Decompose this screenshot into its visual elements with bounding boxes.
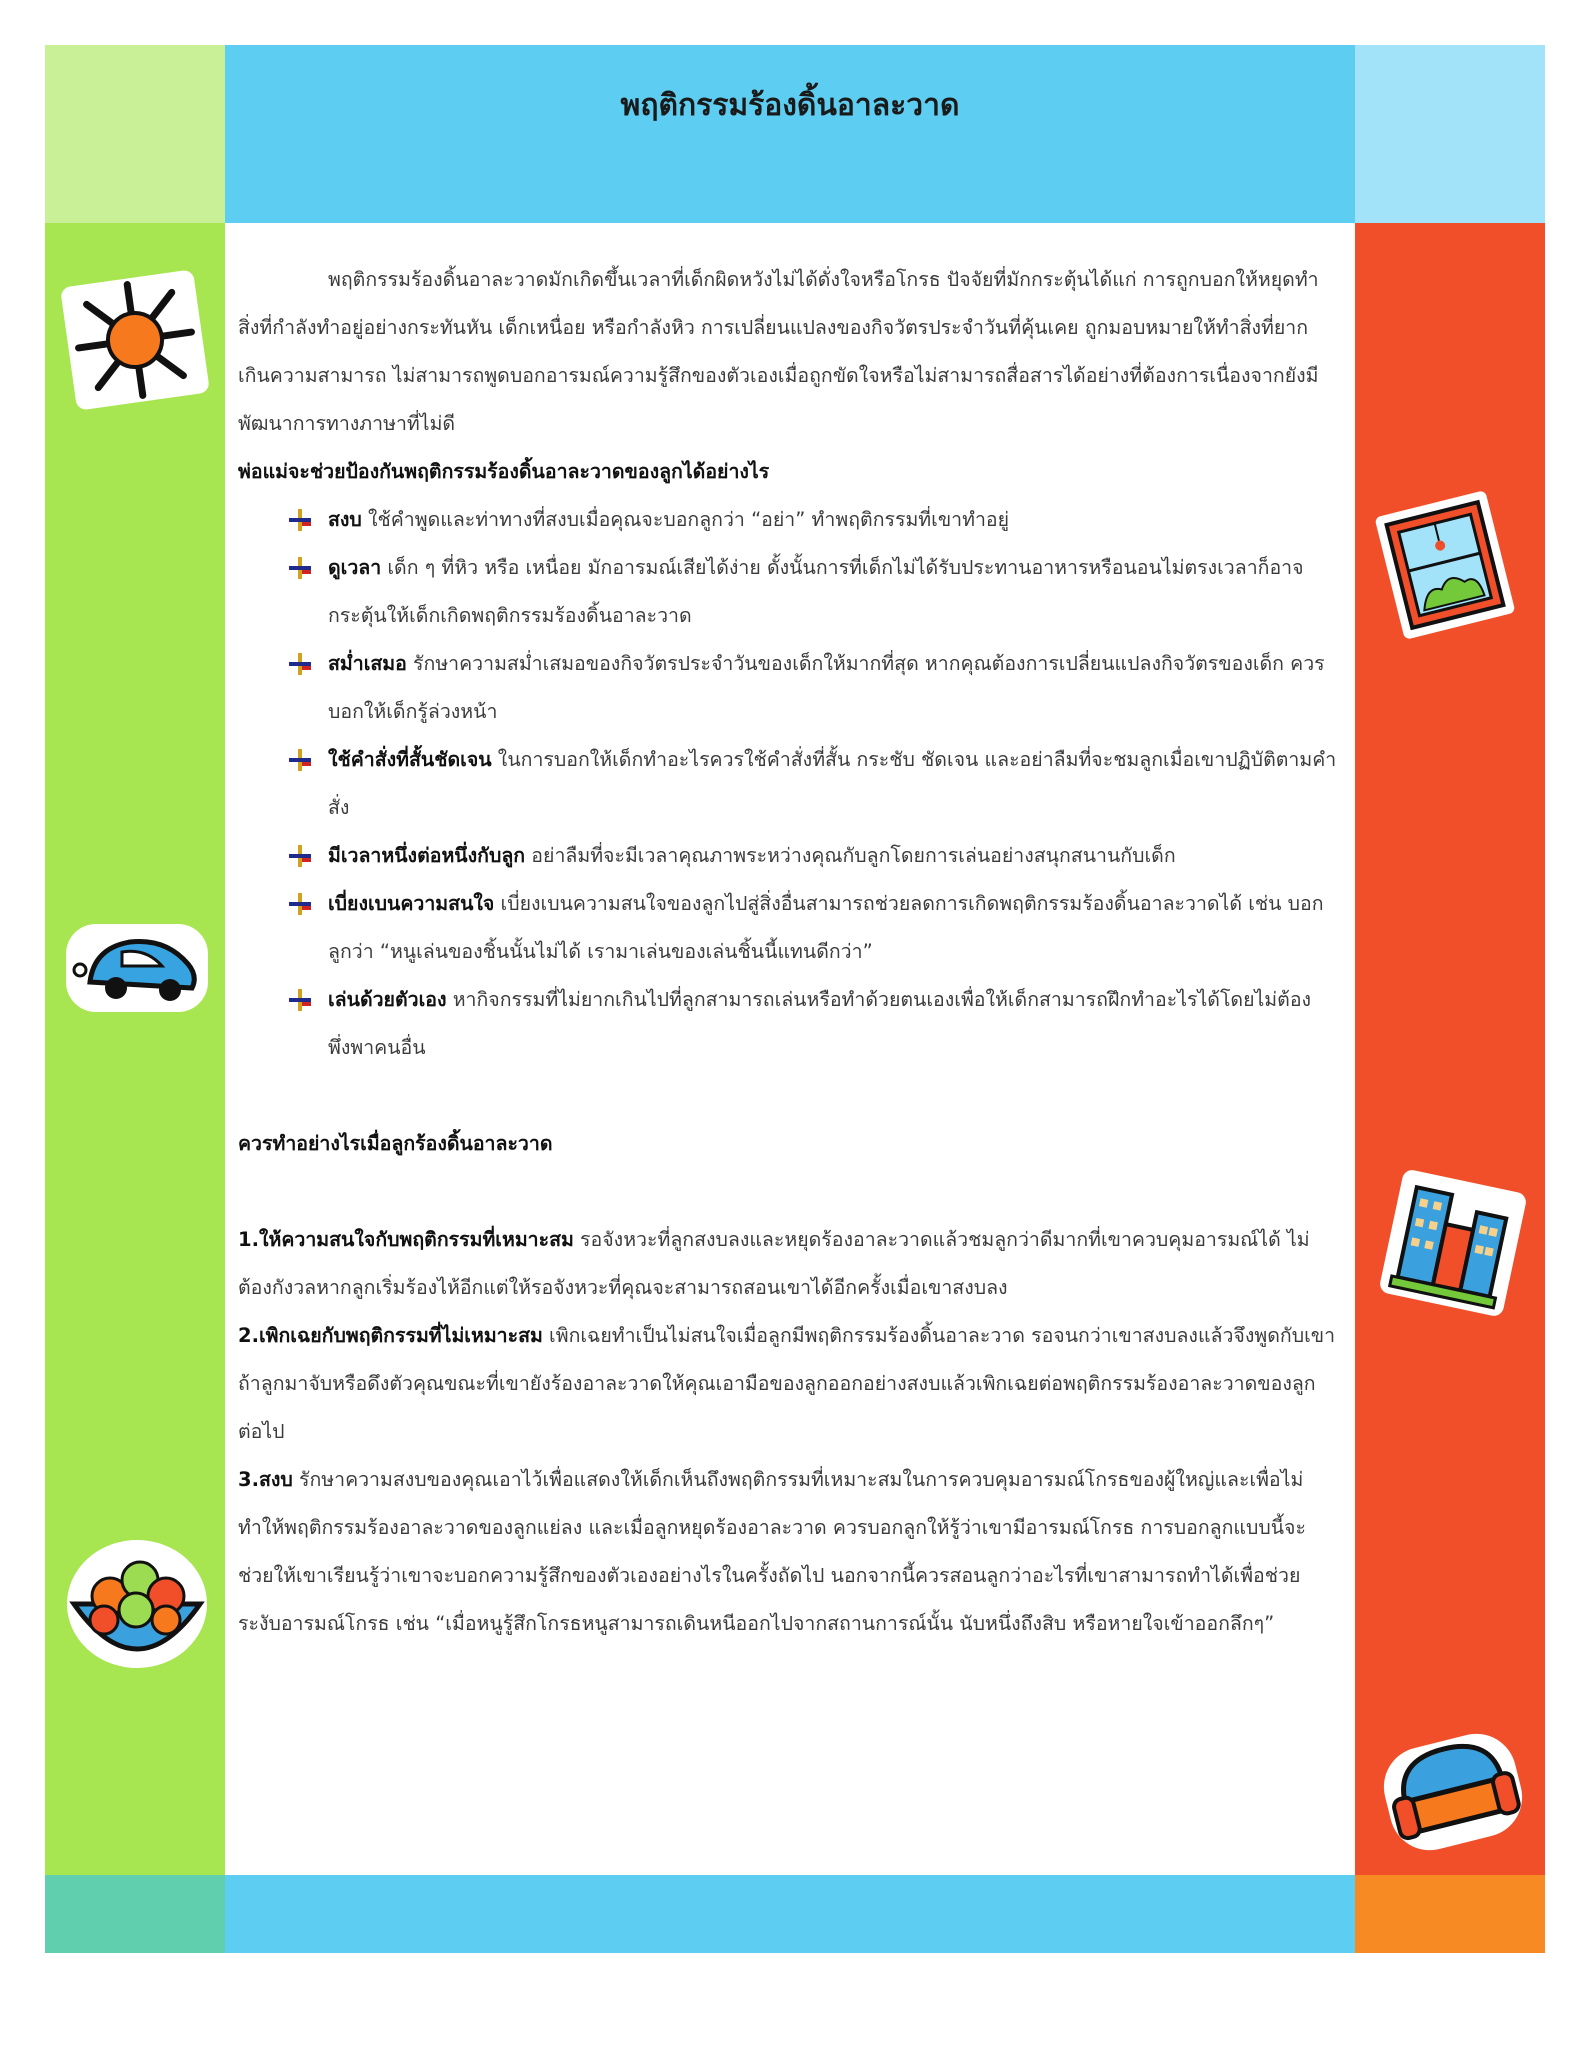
list-item	[288, 976, 1338, 1072]
tip-text: ในการบอกให้เด็กทำอะไรควรใช้คำสั่งที่สั้น กระชับ ชัดเจน และอย่าลืมที่จะชมลูกเมื่อเขาปฏิบัติตามคำสั่ง	[328, 748, 1337, 819]
section-heading-response: ควรทำอย่างไรเมื่อลูกร้องดิ้นอาละวาด	[238, 1132, 553, 1155]
tip-term: สงบ	[328, 508, 362, 531]
list-item	[288, 640, 1338, 736]
tip-text: หากิจกรรมที่ไม่ยากเกินไปที่ลูกสามารถเล่นหรือทำด้วยตนเองเพื่อให้เด็กสามารถฝึกทำอะไรได้โดยไม่ต้องพึ่งพาคนอื่น	[328, 988, 1312, 1059]
tip-text: อย่าลืมที่จะมีเวลาคุณภาพระหว่างคุณกับลูกโดยการเล่นอย่างสนุกสนานกับเด็ก	[525, 844, 1176, 867]
step-text: รอจังหวะที่ลูกสงบลงและหยุดร้องอาละวาดแล้วชมลูกว่าดีมากที่เขาควบคุมอารมณ์ได้ ไม่ต้องกังวลหากลูกเริ่มร้องไห้อีกแต่ให้รอจังหวะที่คุณจะสามารถสอนเขาได้อีกครั้งเมื่อเขาสงบลง	[238, 1228, 1310, 1299]
list-item	[288, 736, 1338, 832]
step-paragraph	[238, 1456, 1338, 1648]
intro-paragraph: พฤติกรรมร้องดิ้นอาละวาดมักเกิดขึ้นเวลาที่เด็กผิดหวังไม่ได้ดั่งใจหรือโกรธ ปัจจัยที่มักกระตุ้นได้แก่ การถูกบอกให้หยุดทำสิ่งที่กำลังทำอยู่อย่างกระทันหัน เด็กเหนื่อย หรือกำลังหิว การเปลี่ยนแปลงของกิจวัตรประจำวันที่คุ้นเคย ถูกมอบหมายให้ทำสิ่งที่ยากเกินความสามารถ ไม่สามารถพูดบอกอารมณ์ความรู้สึกของตัวเองเมื่อถูกขัดใจหรือไม่สามารถสื่อสารได้อย่างที่ต้องการเนื่องจากยังมีพัฒนาการทางภาษาที่ไม่ดี	[238, 268, 1319, 435]
step-paragraph	[238, 1312, 1338, 1456]
window-picture-icon	[1370, 490, 1520, 640]
corner-top-left	[45, 45, 225, 223]
right-band	[1355, 223, 1545, 1875]
spacer	[238, 1072, 1338, 1120]
page-title: พฤติกรรมร้องดิ้นอาละวาด	[620, 88, 960, 123]
step-paragraph	[238, 1216, 1338, 1312]
prevention-tips-list	[238, 496, 1338, 1072]
tip-term: มีเวลาหนึ่งต่อหนึ่งกับลูก	[328, 844, 526, 867]
tip-text: ใช้คำพูดและท่าทางที่สงบเมื่อคุณจะบอกลูกว่า “อย่า” ทำพฤติกรรมที่เขาทำอยู่	[361, 508, 1010, 531]
plus-bullet-icon	[288, 988, 312, 1012]
content-area	[238, 256, 1338, 1648]
building-icon	[1378, 1168, 1528, 1318]
tip-term: สม่ำเสมอ	[328, 652, 407, 675]
toy-car-icon	[62, 918, 212, 1018]
list-item	[288, 880, 1338, 976]
plus-bullet-icon	[288, 652, 312, 676]
section-heading-prevention: พ่อแม่จะช่วยป้องกันพฤติกรรมร้องดิ้นอาละวาดของลูกได้อย่างไร	[238, 460, 770, 483]
step-text: รักษาความสงบของคุณเอาไว้เพื่อแสดงให้เด็กเห็นถึงพฤติกรรมที่เหมาะสมในการควบคุมอารมณ์โกรธของผู้ใหญ่และเพื่อไม่ทำให้พฤติกรรมร้องอาละวาดของลูกแย่ลง และเมื่อลูกหยุดร้องอาละวาด ควรบอกลูกให้รู้ว่าเขามีอารมณ์โกรธ การบอกลูกแบบนี้จะช่วยให้เขาเรียนรู้ว่าเขาจะบอกความรู้สึกของตัวเองอย่างไรในครั้งถัดไป นอกจากนี้ควรสอนลูกว่าอะไรที่เขาสามารถทำได้เพื่อช่วยระงับอารมณ์โกรธ เช่น “เมื่อหนูรู้สึกโกรธหนูสามารถเดินหนีออกไปจากสถานการณ์นั้น นับหนึ่งถึงสิบ หรือหายใจเข้าออกลึกๆ”	[238, 1468, 1306, 1635]
list-item	[288, 544, 1338, 640]
step-term: 3.สงบ	[238, 1468, 293, 1491]
tip-text: รักษาความสม่ำเสมอของกิจวัตรประจำวันของเด็กให้มากที่สุด หากคุณต้องการเปลี่ยนแปลงกิจวัตรของเด็ก ควรบอกให้เด็กรู้ล่วงหน้า	[328, 652, 1325, 723]
plus-bullet-icon	[288, 844, 312, 868]
corner-top-right	[1355, 45, 1545, 223]
sofa-icon	[1378, 1732, 1528, 1852]
fruit-bowl-icon	[62, 1532, 212, 1672]
plus-bullet-icon	[288, 892, 312, 916]
step-term: 2.เพิกเฉยกับพฤติกรรมที่ไม่เหมาะสม	[238, 1324, 543, 1347]
tip-term: เล่นด้วยตัวเอง	[328, 988, 447, 1011]
header-band	[225, 45, 1355, 223]
tip-term: ใช้คำสั่งที่สั้นชัดเจน	[328, 748, 492, 771]
tip-term: ดูเวลา	[328, 556, 382, 579]
corner-bottom-right	[1355, 1875, 1545, 1953]
list-item	[288, 496, 1338, 544]
spacer	[238, 1168, 1338, 1216]
plus-bullet-icon	[288, 508, 312, 532]
step-text: เพิกเฉยทำเป็นไม่สนใจเมื่อลูกมีพฤติกรรมร้องดิ้นอาละวาด รอจนกว่าเขาสงบลงแล้วจึงพูดกับเขา ถ้าลูกมาจับหรือดึงตัวคุณขณะที่เขายังร้องอาละวาดให้คุณเอามือของลูกออกอย่างสงบแล้วเพิกเฉยต่อพฤติกรรมร้องอาละวาดของลูกต่อไป	[238, 1324, 1336, 1443]
tip-term: เบี่ยงเบนความสนใจ	[328, 892, 495, 915]
footer-band	[225, 1875, 1355, 1953]
tip-text: เบี่ยงเบนความสนใจของลูกไปสู่สิ่งอื่นสามารถช่วยลดการเกิดพฤติกรรมร้องดิ้นอาละวาดได้ เช่น บอกลูกว่า “หนูเล่นของชิ้นนั้นไม่ได้ เรามาเล่นของเล่นชิ้นนี้แทนดีกว่า”	[328, 892, 1324, 963]
sun-icon	[60, 270, 210, 410]
plus-bullet-icon	[288, 748, 312, 772]
list-item	[288, 832, 1338, 880]
corner-bottom-left	[45, 1875, 225, 1953]
tip-text: เด็ก ๆ ที่หิว หรือ เหนื่อย มักอารมณ์เสียได้ง่าย ดั้งนั้นการที่เด็กไม่ได้รับประทานอาหารหรือนอนไม่ตรงเวลาก็อาจกระตุ้นให้เด็กเกิดพฤติกรรมร้องดิ้นอาละวาด	[328, 556, 1304, 627]
plus-bullet-icon	[288, 556, 312, 580]
step-term: 1.ให้ความสนใจกับพฤติกรรมที่เหมาะสม	[238, 1228, 574, 1251]
